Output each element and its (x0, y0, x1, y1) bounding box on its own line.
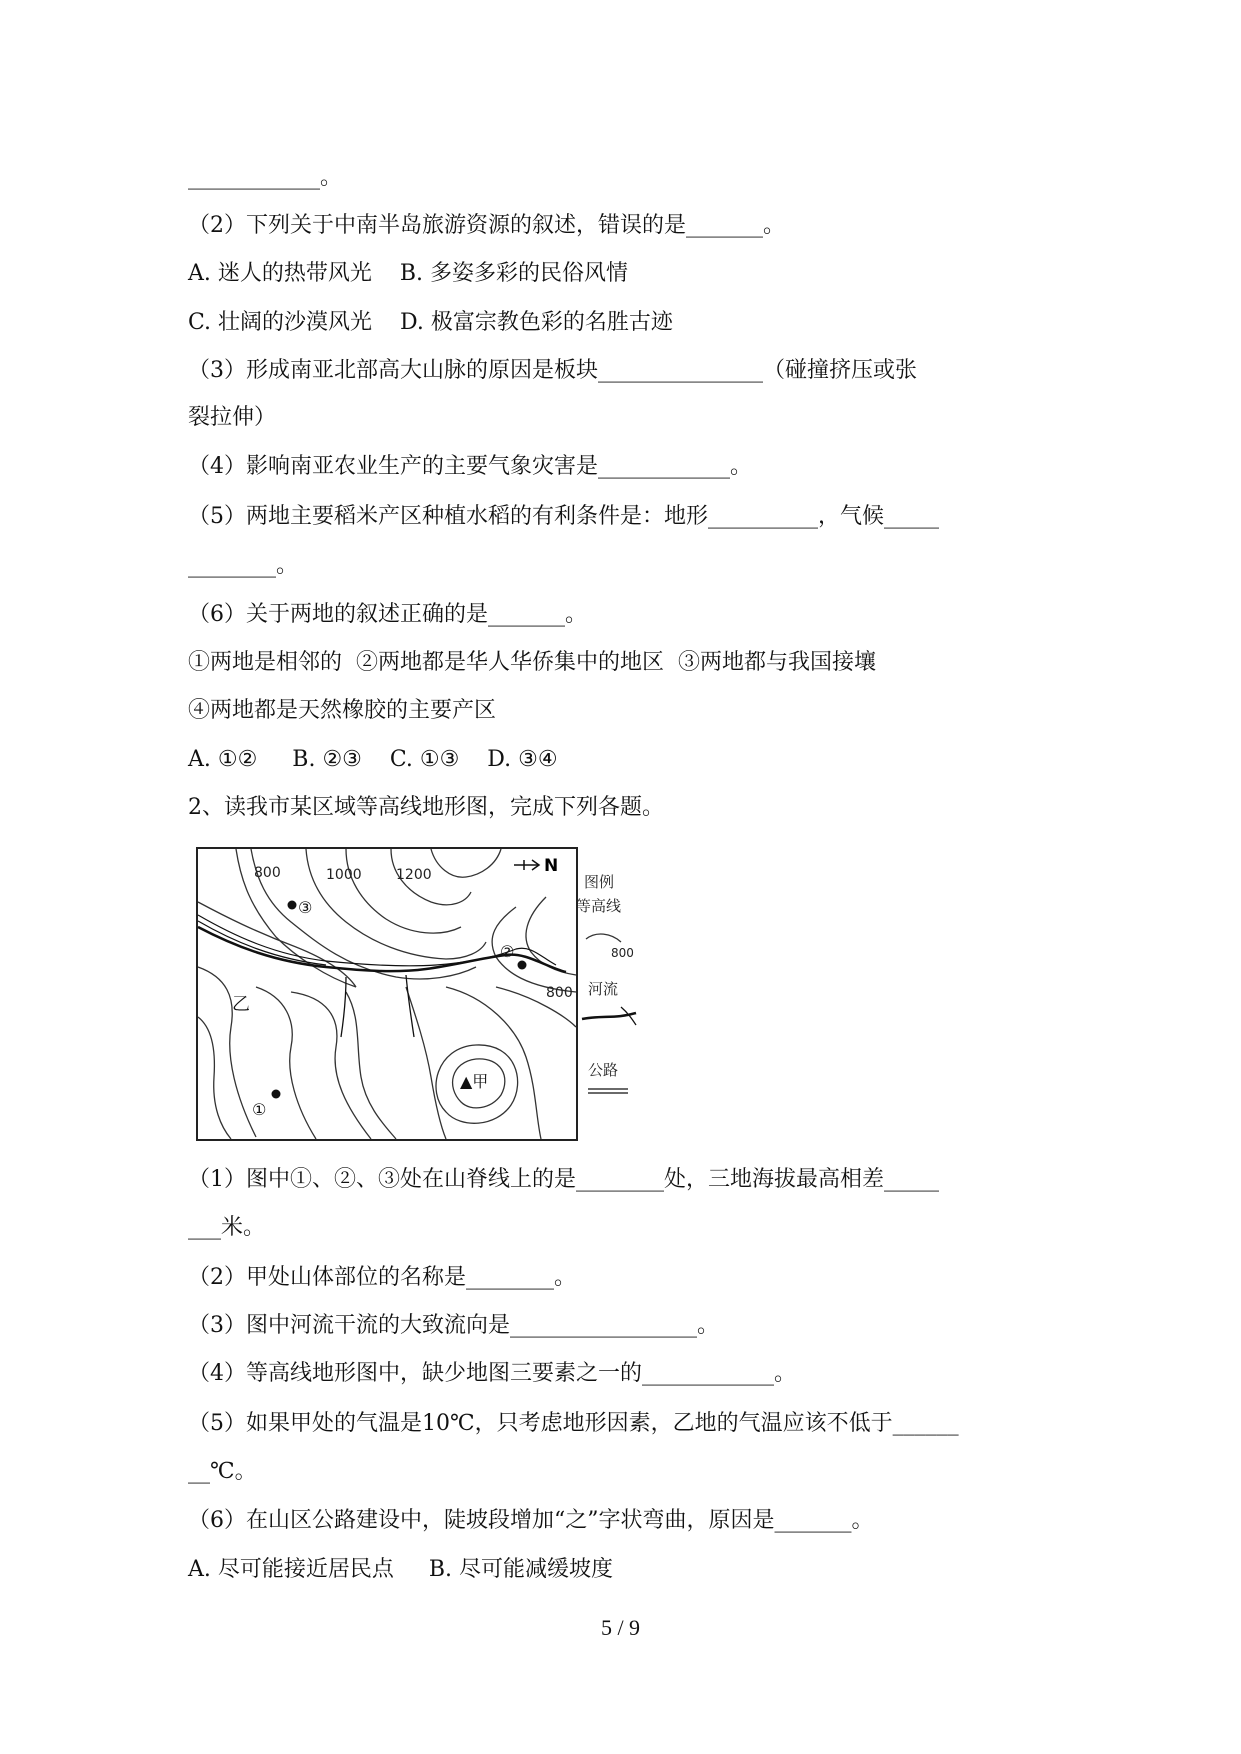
text-line: ___米。 (188, 1215, 266, 1240)
north-label: N (544, 856, 559, 876)
page-number: 5 / 9 (600, 1615, 641, 1640)
point-3-dot (288, 901, 297, 910)
text-line: （2）下列关于中南半岛旅游资源的叙述，错误的是_______。 (188, 213, 785, 238)
text-line: A. ①② B. ②③ C. ①③ D. ③④ (188, 747, 558, 772)
legend-road-label: 公路 (588, 1061, 619, 1079)
point-2-dot (518, 961, 527, 970)
legend-title: 图例 (584, 873, 615, 891)
text-line: （1）图中①、②、③处在山脊线上的是________处，三地海拔最高相差_____ (188, 1167, 939, 1192)
text-line: （2）甲处山体部位的名称是________。 (188, 1265, 576, 1290)
legend-contour-symbol (586, 934, 621, 942)
text-line: 裂拉伸） (188, 405, 277, 430)
text-line: ④两地都是天然橡胶的主要产区 (188, 698, 497, 723)
text-line: （3）图中河流干流的大致流向是_________________。 (188, 1313, 719, 1338)
text-line: （4）影响南亚农业生产的主要气象灾害是____________。 (188, 454, 752, 479)
contour-map-figure (196, 847, 644, 1147)
text-line: （5）两地主要稻米产区种植水稻的有利条件是：地形__________，气候_____ (188, 504, 939, 529)
text-line: ____________。 (188, 165, 343, 190)
text-line: 2、读我市某区域等高线地形图，完成下列各题。 (188, 795, 664, 820)
peak-jia-label: ▲甲 (460, 1072, 489, 1091)
text-line: A. 迷人的热带风光 B. 多姿多彩的民俗风情 (188, 261, 629, 286)
text-line: A. 尽可能接近居民点 B. 尽可能减缓坡度 (188, 1557, 613, 1582)
point-1-label: ① (252, 1100, 267, 1119)
point-3-label: ③ (298, 898, 313, 917)
contour-label: 1200 (396, 867, 432, 883)
point-2-label: ② (500, 942, 515, 961)
text-line: （5）如果甲处的气温是10℃，只考虑地形因素，乙地的气温应该不低于______ (188, 1411, 959, 1436)
text-line: C. 壮阔的沙漠风光 D. 极富宗教色彩的名胜古迹 (188, 310, 673, 335)
contour-label: 1000 (326, 867, 362, 883)
legend-river-label: 河流 (588, 980, 619, 998)
text-line: ________。 (188, 553, 299, 578)
contour-label: 800 (254, 865, 281, 881)
legend (576, 873, 636, 1093)
text-line: （4）等高线地形图中，缺少地图三要素之一的____________。 (188, 1361, 796, 1386)
text-line: （6）关于两地的叙述正确的是_______。 (188, 602, 587, 627)
text-line: ①两地是相邻的 ②两地都是华人华侨集中的地区 ③两地都与我国接壤 (188, 650, 876, 675)
contour-label: 800 (546, 985, 573, 1001)
legend-contour-value: 800 (611, 946, 634, 960)
text-line: （3）形成南亚北部高大山脉的原因是板块_______________（碰撞挤压或张 (188, 358, 917, 383)
yi-label: 乙 (232, 994, 250, 1015)
text-line: （6）在山区公路建设中，陡坡段增加“之”字状弯曲，原因是_______。 (188, 1508, 874, 1533)
contour-map (196, 847, 644, 1147)
text-line: __℃。 (188, 1459, 257, 1484)
point-1-dot (272, 1090, 281, 1099)
legend-contour-label: 等高线 (576, 897, 622, 915)
